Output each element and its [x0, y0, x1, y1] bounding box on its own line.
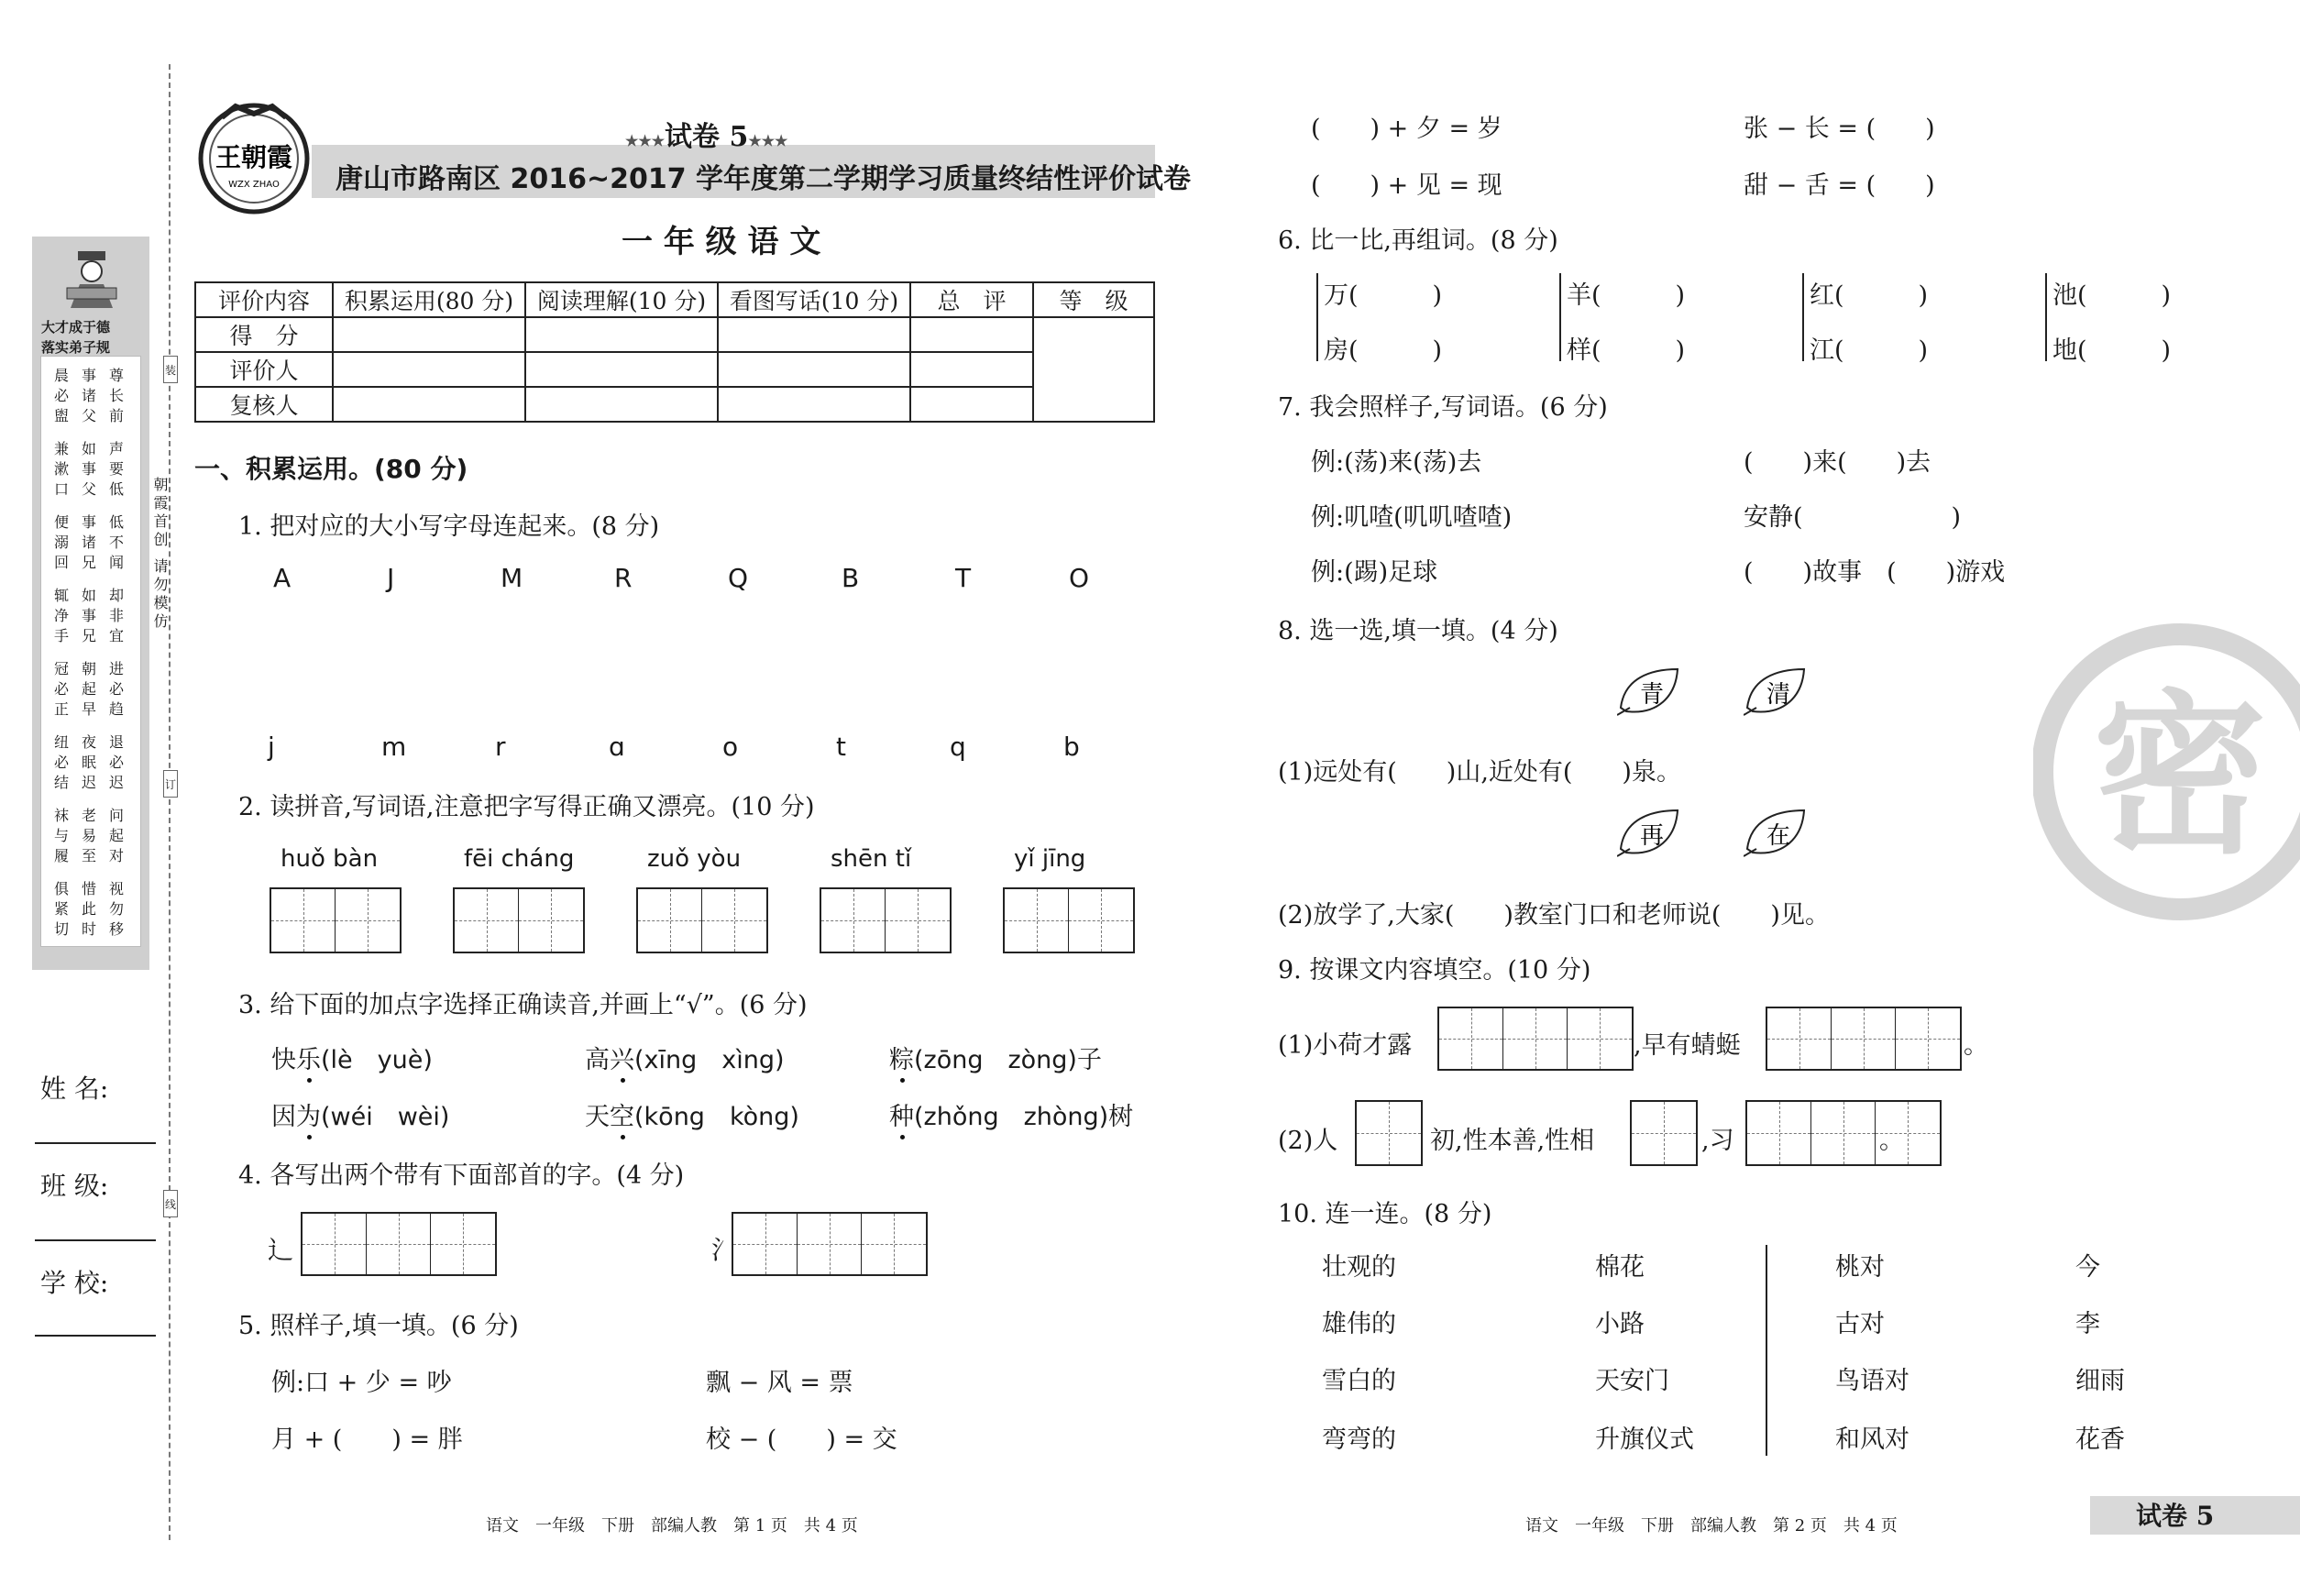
q10-item[interactable]: 桃对: [1835, 1253, 1885, 1282]
q9-line2-d: 。: [1879, 1127, 1904, 1155]
poem-char: 净: [54, 607, 70, 624]
q4-title: 4. 各写出两个带有下面部首的字。(4 分): [238, 1161, 685, 1190]
q3-options[interactable]: (zhǒng zhòng)树: [914, 1103, 1134, 1131]
q2-title: 2. 读拼音,写词语,注意把字写得正确又漂亮。(10 分): [238, 793, 815, 821]
q6-word[interactable]: 红( ): [1810, 281, 1929, 310]
q3-item[interactable]: [889, 1040, 1102, 1075]
poem-char: 长: [109, 387, 125, 404]
q9-line1-b: ,早有蜻蜓: [1634, 1031, 1741, 1060]
q6-word[interactable]: 江( ): [1810, 336, 1929, 365]
poem-char: 盥: [54, 407, 70, 424]
header-cell: 积累运用(80 分): [333, 282, 525, 317]
row-label: 评价人: [195, 352, 333, 387]
fold-tab-1: 装: [163, 356, 178, 383]
q9-grid-1[interactable]: [1437, 1007, 1634, 1071]
radical-1: 辶: [268, 1235, 294, 1265]
poem-char: 手: [54, 627, 70, 644]
q9-grid-2[interactable]: [1766, 1007, 1962, 1071]
q6-bracket: [1802, 273, 1804, 361]
poem-char: 要: [109, 460, 125, 478]
poem-char: 口: [54, 480, 70, 498]
q6-word[interactable]: 池( ): [2052, 281, 2172, 310]
q6-bracket: [2045, 273, 2047, 361]
logo-subtext: WZX ZHAO: [228, 180, 280, 190]
header-cell: 阅读理解(10 分): [525, 282, 718, 317]
uppercase-letter[interactable]: O: [1069, 563, 1090, 593]
q10-item[interactable]: 鸟语对: [1835, 1367, 1909, 1395]
q4-writing-grid-2[interactable]: [732, 1212, 928, 1276]
poem-char: 至: [82, 847, 97, 864]
q3-title: 3. 给下面的加点字选择正确读音,并画上“√”。(6 分): [238, 991, 808, 1019]
grid-cell[interactable]: [455, 889, 519, 952]
q3-options[interactable]: (kōng kòng): [634, 1103, 799, 1131]
q5-continued-line[interactable]: 甜 − 舌 = ( ): [1744, 171, 1935, 200]
exam-title: 唐山市路南区 2016~2017 学年度第二学期学习质量终结性评价试卷: [336, 163, 1192, 195]
q8-sentence-1[interactable]: (1)远处有( )山,近处有( )泉。: [1278, 758, 1681, 787]
q10-item[interactable]: 壮观的: [1322, 1253, 1396, 1282]
q9-line2-b: 初,性本善,性相: [1430, 1127, 1595, 1155]
stamp-char: 密: [2092, 675, 2268, 877]
score-table: [194, 281, 1155, 423]
q10-item[interactable]: 小路: [1595, 1310, 1645, 1338]
class-label: 班 级:: [40, 1171, 109, 1201]
q9-grid-3[interactable]: [1355, 1100, 1423, 1166]
pinyin-writing-grid[interactable]: [820, 887, 952, 953]
q5-example: 例:口 + 少 = 吵: [271, 1369, 452, 1397]
poem-char: 必: [109, 680, 125, 698]
poem-char: 溺: [54, 534, 70, 551]
name-field[interactable]: [35, 1142, 156, 1144]
q3-dotted-char: 乐: [296, 1046, 321, 1074]
score-cell[interactable]: [525, 352, 718, 387]
score-cell[interactable]: [333, 387, 525, 422]
uppercase-letter[interactable]: Q: [728, 563, 749, 593]
leaf-option[interactable]: [1617, 666, 1681, 719]
school-field[interactable]: [35, 1335, 156, 1337]
lowercase-letter[interactable]: q: [950, 732, 966, 762]
poem-char: 移: [109, 920, 125, 938]
pinyin-writing-grid[interactable]: [453, 887, 585, 953]
footer-tag: 试卷 5: [2136, 1501, 2215, 1531]
q5-continued-line[interactable]: ( ) + 夕 = 岁: [1311, 115, 1502, 143]
uppercase-letter[interactable]: A: [273, 563, 292, 593]
pinyin-label: fēi cháng: [464, 845, 575, 873]
q4-writing-grid-1[interactable]: [301, 1212, 497, 1276]
poem-char: 问: [109, 807, 125, 824]
poem-char: 非: [109, 607, 125, 624]
poem-char: 袜: [54, 807, 70, 824]
q1-title: 1. 把对应的大小写字母连起来。(8 分): [238, 512, 660, 541]
q3-dotted-char: 为: [296, 1103, 321, 1131]
q7-answer[interactable]: ( )来( )去: [1744, 448, 1931, 477]
q3-options[interactable]: (zōng zòng)子: [914, 1046, 1102, 1074]
q10-item[interactable]: 花香: [2075, 1425, 2125, 1454]
poem-char: 惜: [82, 880, 97, 897]
poem-char: 声: [109, 440, 125, 457]
footer-right: 语文 一年级 下册 部编人教 第 2 页 共 4 页: [1525, 1516, 1898, 1535]
poem-char: 紧: [54, 900, 70, 918]
uppercase-letter[interactable]: M: [501, 563, 523, 593]
poem-char: 必: [54, 387, 70, 404]
q6-word[interactable]: 房( ): [1324, 336, 1443, 365]
q7-answer[interactable]: 安静( ): [1744, 503, 1962, 532]
logo-text: 王朝霞: [215, 142, 293, 172]
poem-char: 低: [109, 480, 125, 498]
poem-char: 事: [82, 367, 97, 384]
q10-item[interactable]: 细雨: [2075, 1367, 2125, 1395]
q3-options[interactable]: (lè yuè): [321, 1046, 433, 1074]
q9-title: 9. 按课文内容填空。(10 分): [1278, 956, 1591, 985]
poem-char: 诸: [82, 534, 97, 551]
poem-char: 父: [82, 480, 97, 498]
q10-title: 10. 连一连。(8 分): [1278, 1200, 1492, 1228]
poem-char: 冠: [54, 660, 70, 677]
poem-char: 迟: [82, 774, 97, 791]
poem-char: 晨: [54, 367, 70, 384]
q3-dotted-char: 种: [889, 1103, 914, 1131]
header-cell: 看图写话(10 分): [718, 282, 910, 317]
header-cell: 总 评: [910, 282, 1033, 317]
q10-item[interactable]: 古对: [1835, 1310, 1885, 1338]
q5-line[interactable]: 校 − ( ) = 交: [706, 1425, 897, 1454]
poem-char: 朝: [82, 660, 97, 677]
leaf-option[interactable]: [1617, 807, 1681, 860]
grid-cell[interactable]: [886, 889, 950, 952]
q10-item[interactable]: 弯弯的: [1322, 1425, 1396, 1454]
score-cell[interactable]: [718, 387, 910, 422]
poem-char: 事: [82, 460, 97, 478]
q3-options[interactable]: (wéi wèi): [321, 1103, 450, 1131]
q3-item[interactable]: [271, 1096, 449, 1132]
motto-line-1: 大才成于德: [41, 319, 111, 336]
poem-char: 视: [109, 880, 125, 897]
section-title: 一、积累运用。(80 分): [194, 454, 468, 484]
exam-number: ★★★试卷 5★★★: [625, 121, 788, 153]
uppercase-letter[interactable]: T: [955, 563, 972, 593]
q6-word[interactable]: 样( ): [1567, 336, 1686, 365]
sidebar-motto-panel: [32, 237, 149, 970]
lowercase-letter[interactable]: m: [381, 732, 407, 762]
poem-char: 结: [54, 774, 70, 791]
poem-char: 回: [54, 554, 70, 571]
pinyin-writing-grid[interactable]: [1003, 887, 1135, 953]
poem-char: 如: [82, 440, 97, 457]
q10-item[interactable]: 天安门: [1595, 1367, 1669, 1395]
leaf-option[interactable]: [1744, 807, 1808, 860]
poem-char: 父: [82, 407, 97, 424]
q5-continued-line[interactable]: 张 − 长 = ( ): [1744, 115, 1935, 143]
lowercase-letter[interactable]: j: [268, 732, 275, 762]
score-cell[interactable]: [910, 317, 1033, 352]
poem-char: 履: [54, 847, 70, 864]
radical-2: 氵: [711, 1235, 738, 1265]
poem-char: 纽: [54, 733, 70, 751]
q7-answer[interactable]: ( )故事 ( )游戏: [1744, 558, 2006, 587]
lowercase-letter[interactable]: ɑ: [609, 732, 625, 762]
score-cell[interactable]: [525, 387, 718, 422]
poem-char: 尊: [109, 367, 125, 384]
poem-char: 却: [109, 587, 125, 604]
q3-char: 快: [271, 1046, 296, 1074]
q3-dotted-char: 兴: [610, 1046, 634, 1074]
scholar-figure-icon: [60, 248, 124, 312]
score-cell[interactable]: [718, 317, 910, 352]
q5-line[interactable]: 月 + ( ) = 胖: [271, 1425, 463, 1454]
q10-divider: [1766, 1245, 1767, 1456]
poem-char: 勿: [109, 900, 125, 918]
confidential-stamp-watermark: [2033, 616, 2300, 928]
poem-char: 前: [109, 407, 125, 424]
poem-char: 时: [82, 920, 97, 938]
score-cell[interactable]: [333, 352, 525, 387]
poem-char: 起: [109, 827, 125, 844]
lowercase-letter[interactable]: r: [495, 732, 506, 762]
uppercase-letter[interactable]: R: [614, 563, 633, 593]
leaf-option[interactable]: [1744, 666, 1808, 719]
q3-char: 因: [271, 1103, 296, 1131]
grid-cell[interactable]: [702, 889, 766, 952]
poem-char: 诸: [82, 387, 97, 404]
subject-title: 一 年 级 语 文: [622, 224, 821, 260]
lowercase-letter[interactable]: o: [722, 732, 739, 762]
grid-cell[interactable]: [519, 889, 583, 952]
poem-char: 辄: [54, 587, 70, 604]
poem-char: 低: [109, 513, 125, 531]
leaf-char: 清: [1766, 681, 1791, 709]
poem-char: 兄: [82, 627, 97, 644]
q7-example: 例:叽喳(叽叽喳喳): [1311, 503, 1513, 532]
q6-word[interactable]: 万( ): [1324, 281, 1443, 310]
grid-cell[interactable]: [638, 889, 702, 952]
score-cell[interactable]: [910, 387, 1033, 422]
grid-cell[interactable]: [336, 889, 400, 952]
q9-line1-c: 。: [1964, 1031, 1988, 1060]
poem-char: 便: [54, 513, 70, 531]
footer-left: 语文 一年级 下册 部编人教 第 1 页 共 4 页: [486, 1516, 858, 1535]
uppercase-letter[interactable]: B: [842, 563, 860, 593]
row-label: 复核人: [195, 387, 333, 422]
school-label: 学 校:: [40, 1268, 109, 1298]
q5-title: 5. 照样子,填一填。(6 分): [238, 1312, 519, 1340]
poem-char: 正: [54, 700, 70, 718]
leaf-char: 青: [1639, 681, 1665, 709]
q6-bracket: [1559, 273, 1561, 361]
poem-char: 必: [54, 680, 70, 698]
q10-item[interactable]: 和风对: [1835, 1425, 1909, 1454]
binding-fold-line: [169, 64, 171, 1540]
motto-line-2: 落实弟子规: [41, 339, 111, 356]
pinyin-writing-grid[interactable]: [636, 887, 768, 953]
poem-char: 老: [82, 807, 97, 824]
fold-tab-2: 订: [163, 770, 178, 798]
q10-item[interactable]: 雪白的: [1322, 1367, 1396, 1395]
poem-char: 起: [82, 680, 97, 698]
pinyin-writing-grid[interactable]: [270, 887, 402, 953]
q5-line: 飘 − 风 = 票: [706, 1369, 853, 1397]
q3-char: 天: [585, 1103, 610, 1131]
name-label: 姓 名:: [40, 1073, 109, 1104]
q7-example: 例:(荡)来(荡)去: [1311, 448, 1482, 477]
q3-item[interactable]: [889, 1096, 1133, 1132]
poem-char: 趋: [109, 700, 125, 718]
pinyin-label: shēn tǐ: [831, 845, 912, 873]
grid-cell[interactable]: [1005, 889, 1069, 952]
dizigui-poem: [40, 356, 141, 947]
q9-line1-a: (1)小荷才露: [1278, 1031, 1413, 1060]
score-cell[interactable]: [333, 317, 525, 352]
lowercase-letter[interactable]: b: [1063, 732, 1080, 762]
grid-cell[interactable]: [1069, 889, 1133, 952]
score-cell[interactable]: [718, 352, 910, 387]
header-cell: 等 级: [1033, 282, 1154, 317]
q6-title: 6. 比一比,再组词。(8 分): [1278, 226, 1558, 255]
q6-word[interactable]: 羊( ): [1567, 281, 1686, 310]
q6-word[interactable]: 地( ): [2052, 336, 2172, 365]
poem-char: 宜: [109, 627, 125, 644]
pinyin-label: yǐ jīng: [1014, 845, 1086, 873]
poem-char: 与: [54, 827, 70, 844]
poem-char: 闻: [109, 554, 125, 571]
grid-cell[interactable]: [271, 889, 336, 952]
q3-item[interactable]: [585, 1096, 799, 1132]
q9-line2-a: (2)人: [1278, 1127, 1338, 1155]
q10-item[interactable]: 棉花: [1595, 1253, 1645, 1282]
poem-char: 退: [109, 733, 125, 751]
fold-tab-3: 线: [163, 1190, 178, 1217]
publisher-logo: [194, 99, 314, 218]
q9-grid-5[interactable]: [1745, 1100, 1942, 1166]
poem-char: 进: [109, 660, 125, 677]
poem-char: 俱: [54, 880, 70, 897]
q8-sentence-2[interactable]: (2)放学了,大家( )教室门口和老师说( )见。: [1278, 901, 1830, 930]
lowercase-letter[interactable]: t: [836, 732, 846, 762]
q10-item[interactable]: 雄伟的: [1322, 1310, 1396, 1338]
poem-char: 眠: [82, 754, 97, 771]
poem-char: 此: [82, 900, 97, 918]
row-label: 得 分: [195, 317, 333, 352]
poem-char: 早: [82, 700, 97, 718]
poem-char: 必: [109, 754, 125, 771]
grade-cell[interactable]: [1033, 317, 1154, 422]
score-cell[interactable]: [910, 352, 1033, 387]
leaf-char: 在: [1766, 822, 1791, 850]
q7-example: 例:(踢)足球: [1311, 558, 1438, 587]
poem-char: 夜: [82, 733, 97, 751]
q3-char: 高: [585, 1046, 610, 1074]
q10-item[interactable]: 升旗仪式: [1595, 1425, 1694, 1454]
poem-char: 如: [82, 587, 97, 604]
pinyin-label: huǒ bàn: [281, 845, 379, 873]
q8-title: 8. 选一选,填一填。(4 分): [1278, 617, 1558, 645]
poem-char: 不: [109, 534, 125, 551]
q5-continued-line[interactable]: ( ) + 见 = 现: [1311, 171, 1502, 200]
poem-char: 事: [82, 513, 97, 531]
class-field[interactable]: [35, 1239, 156, 1241]
grid-cell[interactable]: [821, 889, 886, 952]
vertical-note: 朝霞首创 请勿模仿: [151, 477, 169, 633]
q10-item[interactable]: 李: [2075, 1310, 2100, 1338]
pinyin-label: zuǒ yòu: [647, 845, 742, 873]
uppercase-letter[interactable]: J: [387, 563, 395, 593]
poem-char: 漱: [54, 460, 70, 478]
q3-options[interactable]: (xīng xìng): [634, 1046, 785, 1074]
poem-char: 必: [54, 754, 70, 771]
q9-grid-4[interactable]: [1630, 1100, 1698, 1166]
q7-title: 7. 我会照样子,写词语。(6 分): [1278, 393, 1608, 422]
q6-bracket: [1316, 273, 1318, 361]
q3-item[interactable]: [585, 1040, 785, 1075]
q9-line2-c: ,习: [1701, 1127, 1734, 1155]
poem-char: 事: [82, 607, 97, 624]
poem-char: 兼: [54, 440, 70, 457]
poem-char: 对: [109, 847, 125, 864]
q3-item[interactable]: [271, 1040, 433, 1075]
poem-char: 兄: [82, 554, 97, 571]
poem-char: 迟: [109, 774, 125, 791]
header-cell: 评价内容: [195, 282, 333, 317]
q3-dotted-char: 空: [610, 1103, 634, 1131]
q3-dotted-char: 粽: [889, 1046, 914, 1074]
q10-item[interactable]: 今: [2075, 1253, 2100, 1282]
poem-char: 易: [82, 827, 97, 844]
leaf-char: 再: [1639, 822, 1665, 850]
score-cell[interactable]: [525, 317, 718, 352]
poem-char: 切: [54, 920, 70, 938]
